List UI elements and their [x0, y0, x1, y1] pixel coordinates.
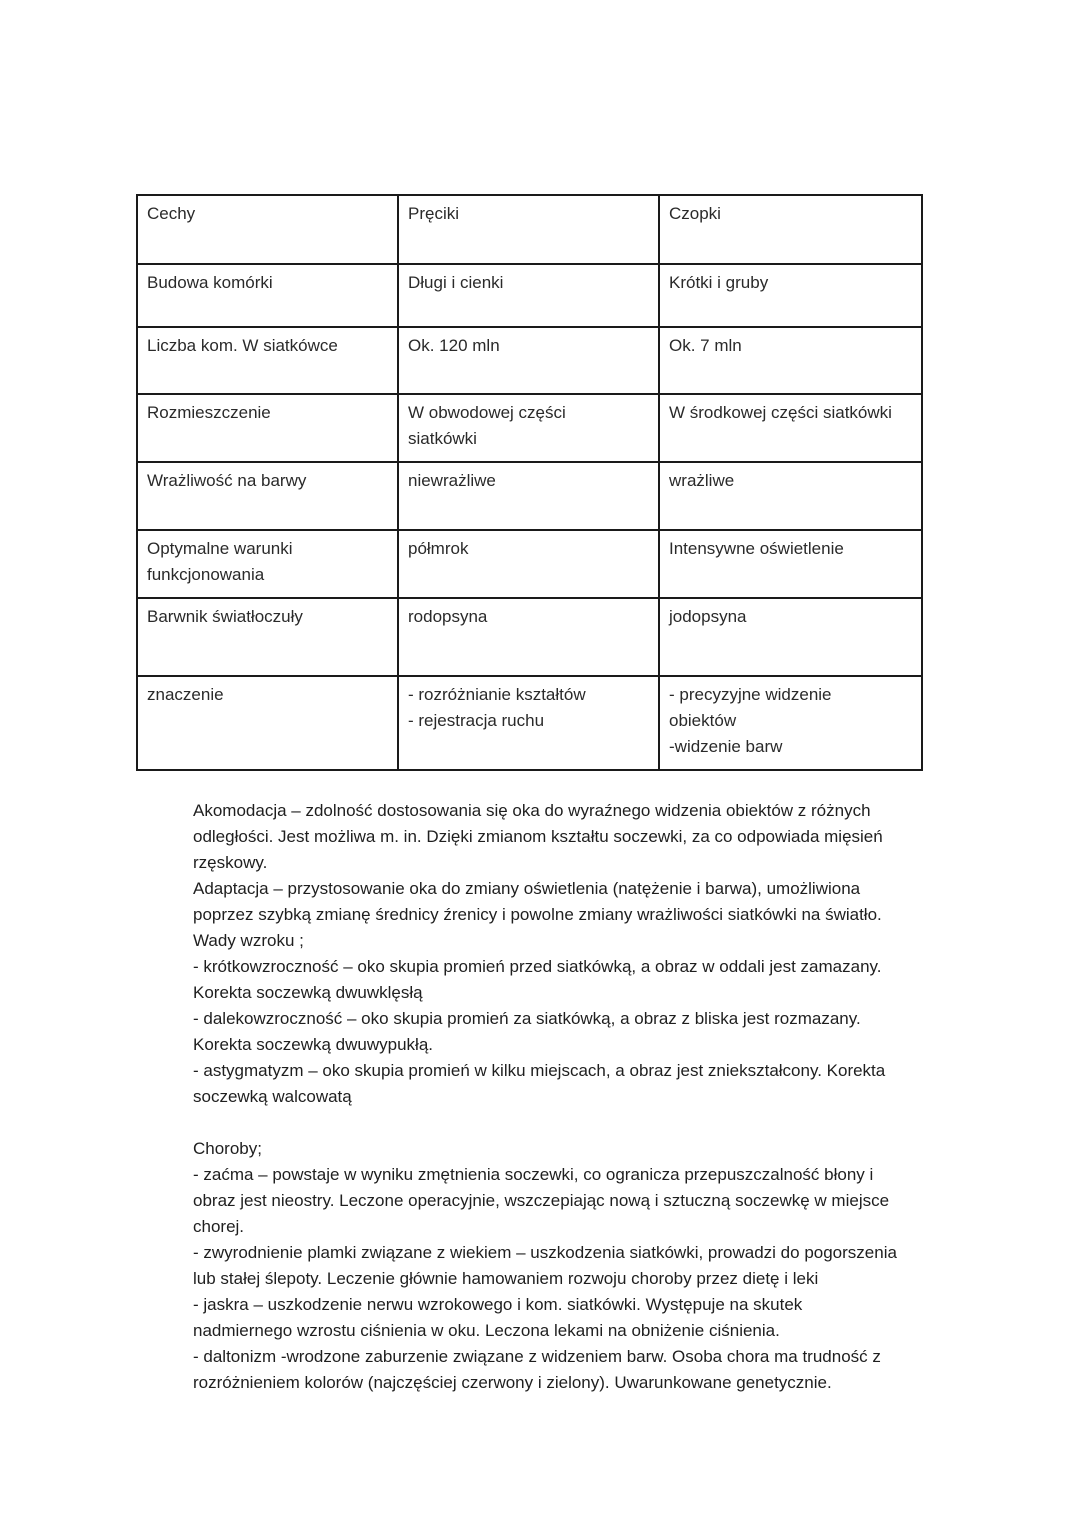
table-cell [398, 264, 659, 327]
cell-text: W obwodowej części siatkówki [408, 403, 566, 448]
table-row [137, 530, 922, 598]
cell-text: Krótki i gruby [669, 273, 769, 292]
text-line: rozróżnieniem kolorów (najczęściej czerwony i zielony). Uwarunkowane genetycznie. [193, 1373, 832, 1392]
table-cell [398, 530, 659, 598]
table-cell [137, 530, 398, 598]
cell-text: Czopki [669, 204, 721, 223]
table-cell [659, 264, 922, 327]
cell-text: Ok. 120 mln [408, 336, 500, 355]
comparison-table [136, 194, 923, 771]
table-cell [398, 327, 659, 394]
table-cell [659, 462, 922, 530]
table-cell [659, 195, 922, 264]
text-line: - jaskra – uszkodzenie nerwu wzrokowego i kom. siatkówki. Występuje na skutek [193, 1295, 803, 1314]
table-row [137, 462, 922, 530]
text-line: obraz jest nieostry. Leczone operacyjnie, wszczepiając nową i sztuczną soczewkę w miejsce [193, 1191, 890, 1210]
table-cell [659, 676, 922, 770]
table-cell [137, 195, 398, 264]
cell-text: niewrażliwe [408, 471, 496, 490]
text-line: lub stałej ślepoty. Leczenie głównie hamowaniem rozwoju choroby przez dietę i leki [193, 1269, 819, 1288]
text-line: - zaćma – powstaje w wyniku zmętnienia soczewki, co ogranicza przepuszczalność błony i [193, 1165, 874, 1184]
cell-text: - rozróżnianie kształtów - rejestracja ruchu [408, 685, 586, 730]
cell-text: Intensywne oświetlenie [669, 539, 844, 558]
text-line: - astygmatyzm – oko skupia promień w kilku miejscach, a obraz jest zniekształcony. Korekta [193, 1061, 886, 1080]
text-line: odległości. Jest możliwa m. in. Dzięki zmianom kształtu soczewki, za co odpowiada mięsień [193, 827, 883, 846]
table-cell [659, 598, 922, 676]
text-line: Akomodacja – zdolność dostosowania się oka do wyraźnego widzenia obiektów z różnych [193, 801, 871, 820]
text-line: Korekta soczewką dwuwklęsłą [193, 983, 423, 1002]
blank-line [193, 1110, 953, 1136]
cell-text: wrażliwe [669, 471, 735, 490]
cell-text: Cechy [147, 204, 196, 223]
cell-text: Rozmieszczenie [147, 403, 271, 422]
text-line: Korekta soczewką dwuwypukłą. [193, 1035, 434, 1054]
table-row [137, 394, 922, 462]
text-line: - dalekowzroczność – oko skupia promień za siatkówką, a obraz z bliska jest rozmazany. [193, 1009, 861, 1028]
text-line: - daltonizm -wrodzone zaburzenie związane z widzeniem barw. Osoba chora ma trudność z [193, 1347, 881, 1366]
table-row [137, 195, 922, 264]
text-line: - zwyrodnienie plamki związane z wiekiem – uszkodzenia siatkówki, prowadzi do pogorszenia [193, 1243, 897, 1262]
table-cell [137, 327, 398, 394]
table-row [137, 264, 922, 327]
cell-text: Optymalne warunki funkcjonowania [147, 539, 293, 584]
cell-text: rodopsyna [408, 607, 488, 626]
cell-text: Budowa komórki [147, 273, 273, 292]
table-cell [137, 264, 398, 327]
table-cell [398, 598, 659, 676]
table-cell [137, 394, 398, 462]
text-line: Wady wzroku ; [193, 931, 304, 950]
cell-text: półmrok [408, 539, 469, 558]
cell-text: znaczenie [147, 685, 224, 704]
text-line: nadmiernego wzrostu ciśnienia w oku. Leczona lekami na obniżenie ciśnienia. [193, 1321, 780, 1340]
text-line: Adaptacja – przystosowanie oka do zmiany oświetlenia (natężenie i barwa), umożliwiona [193, 879, 861, 898]
table-cell [398, 394, 659, 462]
table-cell [137, 462, 398, 530]
cell-text: W środkowej części siatkówki [669, 403, 892, 422]
text-line: - krótkowzroczność – oko skupia promień przed siatkówką, a obraz w oddali jest zamazany. [193, 957, 882, 976]
text-line: soczewką walcowatą [193, 1087, 352, 1106]
notes-section [193, 798, 953, 1396]
cell-text: jodopsyna [669, 607, 747, 626]
text-line: rzęskowy. [193, 853, 268, 872]
cell-text: Pręciki [408, 204, 460, 223]
cell-text: Wrażliwość na barwy [147, 471, 307, 490]
cell-text: Barwnik światłoczuły [147, 607, 303, 626]
table-row [137, 598, 922, 676]
cell-text: Długi i cienki [408, 273, 504, 292]
table-cell [137, 676, 398, 770]
cell-text: Liczba kom. W siatkówce [147, 336, 338, 355]
table-cell [398, 462, 659, 530]
table-cell [659, 327, 922, 394]
cell-text: Ok. 7 mln [669, 336, 742, 355]
text-line: Choroby; [193, 1139, 262, 1158]
table-row [137, 676, 922, 770]
table-cell [659, 530, 922, 598]
text-line: poprzez szybką zmianę średnicy źrenicy i powolne zmiany wrażliwości siatkówki na światło. [193, 905, 882, 924]
table-cell [398, 195, 659, 264]
cell-text: - precyzyjne widzenie obiektów -widzenie barw [669, 685, 832, 756]
table-cell [659, 394, 922, 462]
table-cell [137, 598, 398, 676]
table-row [137, 327, 922, 394]
text-line: chorej. [193, 1217, 245, 1236]
table-cell [398, 676, 659, 770]
